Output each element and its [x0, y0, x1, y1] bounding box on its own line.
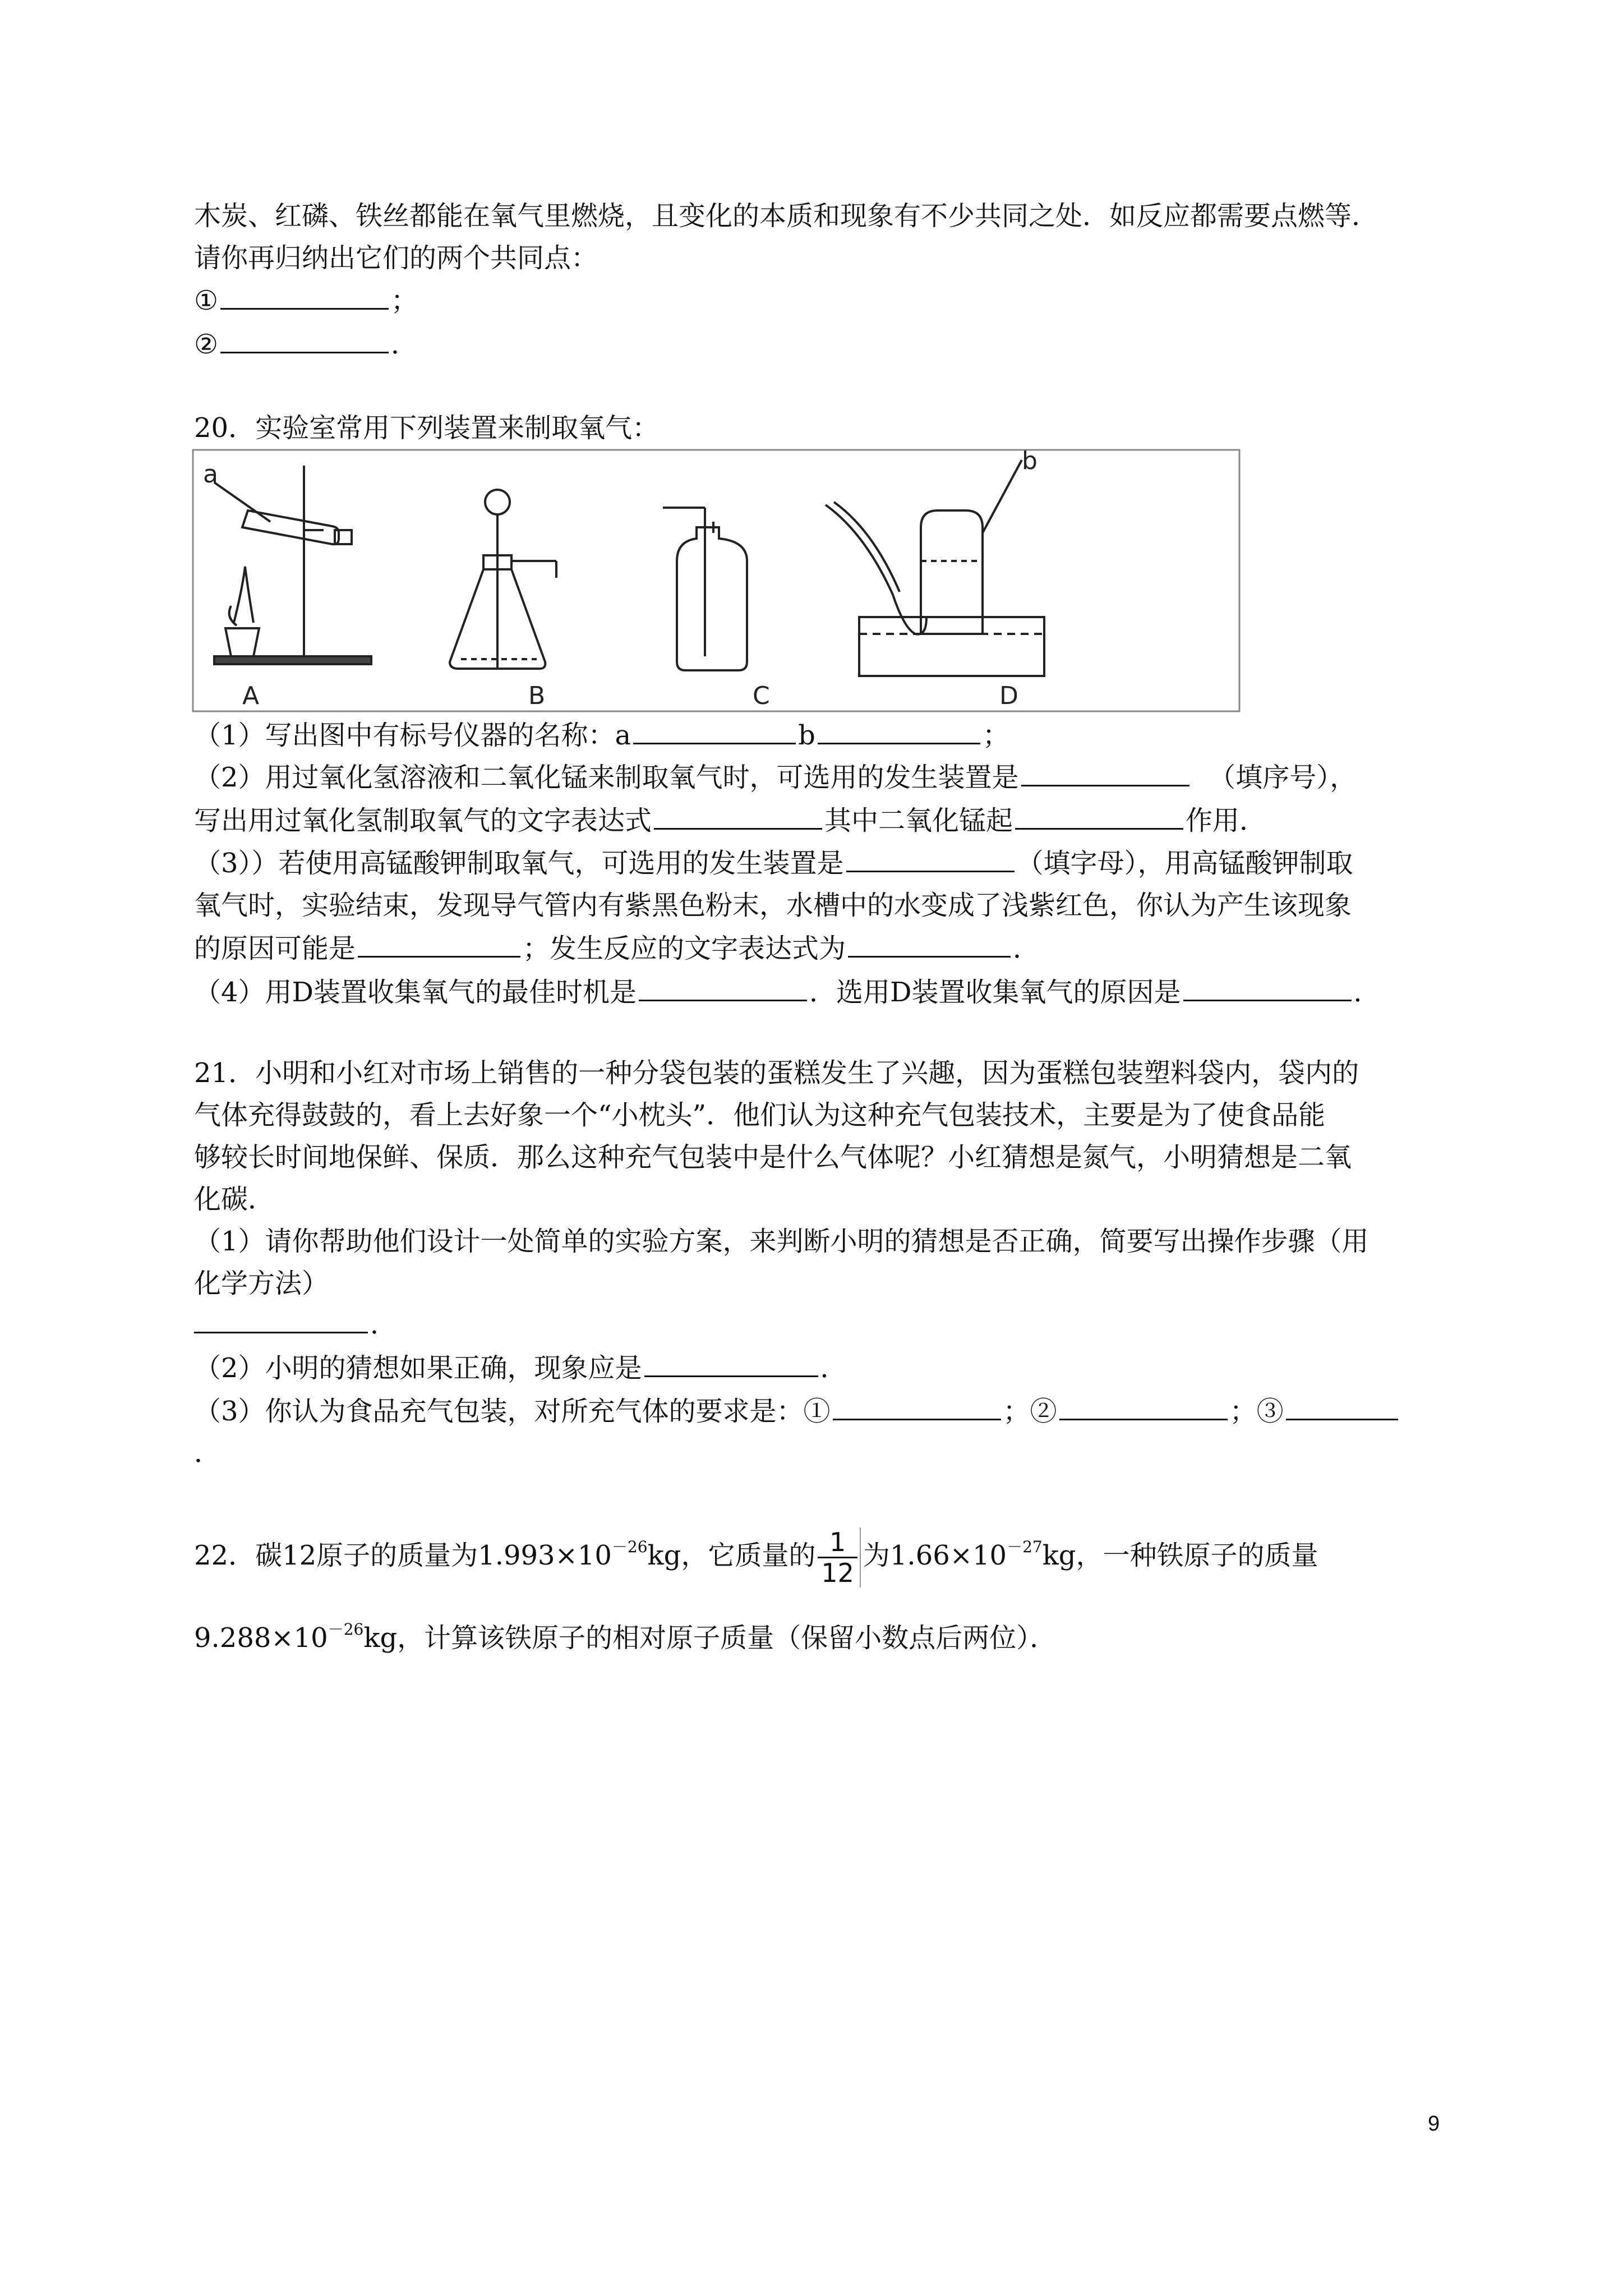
q20-part-3c [194, 931, 1040, 965]
q21-p3-mark-2: ；② [1003, 1396, 1057, 1427]
q20-part-4 [194, 975, 1381, 1009]
label-C: C [753, 682, 770, 710]
exponent: －27 [1007, 1538, 1043, 1556]
answer-blank[interactable] [358, 931, 520, 958]
apparatus-a [214, 466, 371, 664]
q22-text-f: kg，计算该铁原子的相对原子质量（保留小数点后两位）． [363, 1622, 1057, 1654]
answer-blank[interactable] [1183, 975, 1352, 1001]
answer-blank-b[interactable] [818, 718, 980, 744]
q20-p3-hint: （填字母），用高锰酸钾制取 [1016, 848, 1353, 879]
label-D: D [999, 682, 1018, 710]
q22-line-2 [194, 1621, 1057, 1655]
q21-part-2 [194, 1351, 847, 1385]
answer-blank-1[interactable] [833, 1394, 1001, 1420]
answer-blank[interactable] [1021, 760, 1189, 786]
q22-text-a: 22．碳12原子的质量为1.993×10 [194, 1540, 612, 1571]
q20-p2-text-e: 作用． [1186, 805, 1267, 836]
label-A: A [242, 682, 260, 710]
answer-blank-a[interactable] [633, 718, 796, 744]
answer-blank[interactable] [194, 1307, 368, 1333]
q21-line-1: 21．小明和小红对市场上销售的一种分袋包装的蛋糕发生了兴趣，因为蛋糕包装塑料袋内，袋内的 [194, 1057, 1359, 1089]
apparatus-d [826, 460, 1044, 676]
q20-p2-text: （2）用过氧化氢溶液和二氧化锰来制取氧气时，可选用的发生装置是 [194, 762, 1019, 793]
q22-text-b: kg，它质量的 [647, 1540, 816, 1571]
q21-part-1: （1）请你帮助他们设计一处简单的实验方案，来判断小明的猜想是否正确，简要写出操作步骤（用 [194, 1226, 1369, 1257]
answer-blank[interactable] [639, 975, 807, 1001]
item-end: ． [391, 329, 418, 360]
q21-p3-text: （3）你认为食品充气包装，对所充气体的要求是：① [194, 1396, 831, 1427]
apparatus-figure [192, 449, 1241, 712]
q21-p2-text: （2）小明的猜想如果正确，现象应是 [194, 1352, 642, 1384]
item-end: ； [391, 285, 418, 316]
q20-p3-text: （3））若使用高锰酸钾制取氧气，可选用的发生装置是 [194, 848, 844, 879]
fraction-one-twelfth [818, 1527, 861, 1588]
q21-line-2: 气体充得鼓鼓的，看上去好象一个“小枕头”．他们认为这种充气包装技术，主要是为了使食品能 [194, 1099, 1326, 1131]
intro-item-2 [194, 327, 418, 361]
punct: ； [982, 720, 1009, 751]
q21-part-1c [194, 1307, 397, 1341]
q21-line-3: 够较长时间地保鲜、保质．那么这种充气包装中是什么气体呢？小红猜想是氮气，小明猜想是二氧 [194, 1142, 1352, 1173]
page-number: 9 [1428, 2112, 1440, 2136]
fraction-numerator: 1 [818, 1527, 857, 1558]
q20-p3-text-e: ；发生反应的文字表达式为 [523, 933, 846, 964]
q20-part-2 [194, 760, 1357, 794]
punct: ． [1013, 933, 1040, 964]
q20-p2-hint: （填序号）， [1209, 762, 1357, 793]
q20-p2-text-c: 写出用过氧化氢制取氧气的文字表达式 [194, 805, 652, 836]
label-a: a [203, 460, 218, 489]
answer-blank[interactable] [846, 846, 1015, 872]
intro-item-1 [194, 283, 418, 318]
q20-p4-text-b: ．选用D装置收集氧气的原因是 [809, 977, 1181, 1008]
q20-part-3b: 氧气时，实验结束，发现导气管内有紫黑色粉末，水槽中的水变成了浅紫红色，你认为产生该现象 [194, 890, 1352, 921]
q21-part-1b: 化学方法） [194, 1268, 329, 1299]
apparatus-b [450, 490, 556, 669]
label-b: b [1022, 449, 1038, 475]
q20-p4-text: （4）用D装置收集氧气的最佳时机是 [194, 977, 637, 1008]
q20-p1-text: （1）写出图中有标号仪器的名称：a [194, 720, 631, 751]
answer-blank[interactable] [1015, 803, 1183, 830]
label-B: B [528, 682, 546, 710]
intro-line-2: 请你再归纳出它们的两个共同点： [194, 242, 598, 274]
q21-p3-mark-3: ；③ [1229, 1396, 1284, 1427]
q20-p3-text-d: 的原因可能是 [194, 933, 356, 964]
q20-p2-text-d: 其中二氧化锰起 [824, 805, 1013, 836]
exponent: －26 [328, 1620, 364, 1639]
answer-blank[interactable] [220, 283, 389, 310]
item-mark: ② [194, 329, 219, 360]
intro-line-1: 木炭、红磷、铁丝都能在氧气里燃烧，且变化的本质和现象有不少共同之处．如反应都需要点燃等． [194, 200, 1379, 232]
q21-part-3 [194, 1394, 1400, 1428]
punct: ． [370, 1309, 398, 1340]
apparatus-c [663, 508, 747, 670]
answer-blank[interactable] [848, 931, 1011, 958]
item-mark: ① [194, 285, 219, 316]
answer-blank[interactable] [654, 803, 822, 830]
q20-part-1 [194, 718, 1009, 752]
q22-line-1 [194, 1525, 1318, 1588]
q21-line-4: 化碳． [194, 1184, 275, 1215]
q22-text-d: kg，一种铁原子的质量 [1042, 1540, 1318, 1571]
answer-blank-2[interactable] [1059, 1394, 1228, 1420]
q20-p1-label-b: b [798, 720, 815, 751]
q21-part-3-end: ． [194, 1437, 222, 1469]
q20-part-2b [194, 803, 1266, 838]
fraction-denominator: 12 [821, 1558, 854, 1588]
answer-blank[interactable] [220, 327, 389, 353]
exponent: －26 [611, 1538, 648, 1556]
punct: ． [820, 1352, 847, 1384]
q20-part-3 [194, 846, 1353, 880]
answer-blank-3[interactable] [1286, 1394, 1398, 1420]
q22-text-c: 为1.66×10 [863, 1540, 1007, 1571]
q22-text-e: 9.288×10 [194, 1622, 328, 1654]
figure-frame [193, 450, 1239, 711]
punct: ． [1353, 977, 1381, 1008]
q20-title: 20．实验室常用下列装置来制取氧气： [194, 412, 660, 444]
answer-blank[interactable] [644, 1351, 818, 1377]
